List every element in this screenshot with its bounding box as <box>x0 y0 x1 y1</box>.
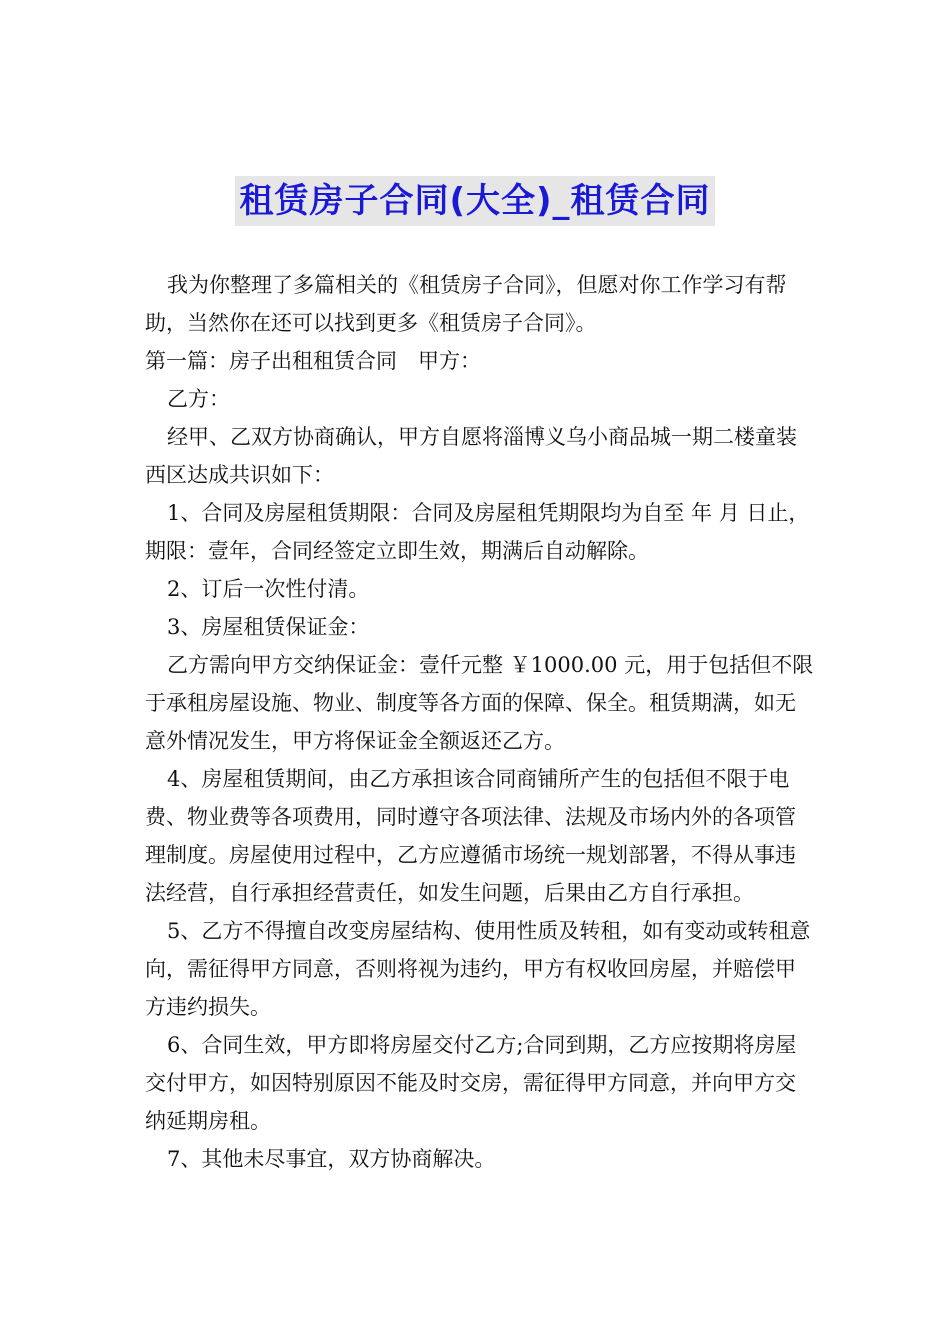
clause-6: 6、合同生效，甲方即将房屋交付乙方;合同到期，乙方应按期将房屋交付甲方，如因特别原因不能及时交房，需征得甲方同意，并向甲方交纳延期房租。 <box>145 1033 797 1133</box>
paragraph-section-heading: 第一篇：房子出租租赁合同 甲方： <box>145 349 481 373</box>
document-body <box>145 266 815 1178</box>
title-container <box>0 176 950 226</box>
document-title: 租赁房子合同(大全)_租赁合同 <box>235 176 714 226</box>
paragraph-intro: 我为你整理了多篇相关的《租赁房子合同》，但愿对你工作学习有帮助，当然你在还可以找到更多《租赁房子合同》。 <box>145 273 787 335</box>
paragraph-party-b: 乙方： <box>167 387 230 411</box>
paragraph-agreement: 经甲、乙双方协商确认，甲方自愿将淄博义乌小商品城一期二楼童装西区达成共识如下： <box>145 425 797 487</box>
clause-4: 4、房屋租赁期间，由乙方承担该合同商铺所产生的包括但不限于电费、物业费等各项费用，同时遵守各项法律、法规及市场内外的各项管理制度。房屋使用过程中，乙方应遵循市场统一规划部署，不得从事违法经营，自行承担经营责任，如发生问题，后果由乙方自行承担。 <box>145 767 796 905</box>
clause-7: 7、其他未尽事宜，双方协商解决。 <box>167 1147 496 1171</box>
clause-3: 3、房屋租赁保证金： <box>167 615 370 639</box>
clause-1: 1、合同及房屋租赁期限：合同及房屋租凭期限均为自至 年 月 日止，期限：壹年，合同经签定立即生效，期满后自动解除。 <box>145 501 810 563</box>
clause-5: 5、乙方不得擅自改变房屋结构、使用性质及转租，如有变动或转租意向，需征得甲方同意，否则将视为违约，甲方有权收回房屋，并赔偿甲方违约损失。 <box>145 919 811 1019</box>
clause-2: 2、订后一次性付清。 <box>167 577 370 601</box>
clause-3-detail: 乙方需向甲方交纳保证金：壹仟元整 ￥1000.00 元，用于包括但不限于承租房屋设施、物业、制度等各方面的保障、保全。租赁期满，如无意外情况发生，甲方将保证金全额返还乙方。 <box>145 653 814 753</box>
